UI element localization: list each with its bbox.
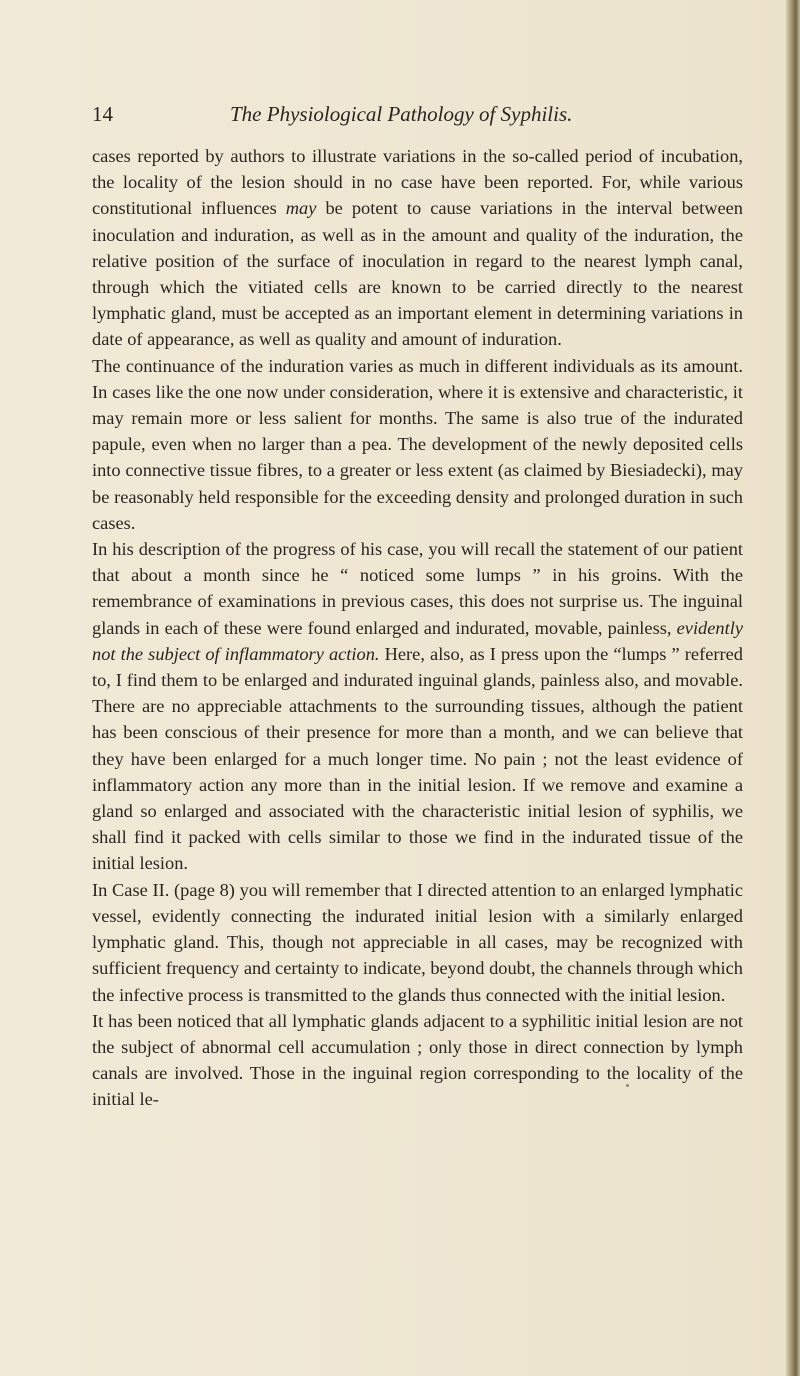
paragraph-1-emphasis: may [285,198,317,219]
paragraph-2-text: The continuance of the induration varies as much in different individuals as its amount. In cases like the one now under consideration, where it is extensive and characteristic, it may remain more or less salient for months. The same is also true of the indurated papule, even when no larger than a pea. The development of the newly deposited cells into connective tissue fibres, to a greater or less extent (as claimed by Biesiadecki), may be reasonably held responsible for the exceeding density and prolonged duration in such cases. [92,355,743,533]
body-text [92,143,743,1113]
paragraph-3-text: In his description of the progress of his case, you will recall the statement of our patient that about a month since he “ noticed some lumps ” in his groins. With the remembrance of examinations in previous cases, this does not surprise us. The inguinal glands in each of these were found enlarged and indurated, movable, painless, [92,539,743,638]
page-edge [786,0,800,1376]
paragraph-3-emphasis: evidently not the subject of inflammatory action. [92,617,743,664]
page-number: 14 [92,102,113,126]
running-header [92,102,772,132]
paragraph-1-text: cases reported by authors to illustrate variations in the so-called period of incubation, the locality of the lesion should in no case have been reported. For, while various constitutional influences [92,146,743,219]
paragraph-1-text-cont: be potent to cause variations in the interval between inoculation and induration, as well as in the amount and quality of the induration, the relative position of the surface of inoculation in regard to the nearest lymph canal, through which the vitiated cells are known to be carried directly to the nearest lymphatic gland, must be accepted as an important element in determining variations in date of appearance, as well as quality and amount of induration. [92,198,743,350]
running-title: The Physiological Pathology of Syphilis. [230,102,573,126]
paragraph-2 [92,353,743,536]
paragraph-5 [92,1008,743,1113]
paragraph-5-text: It has been noticed that all lymphatic glands adjacent to a syphilitic initial lesion are not the subject of abnormal cell accumulation ; only those in direct connection by lymph canals are involved. Those in the inguinal region corresponding to the locality of the initial le- [92,1010,743,1110]
paragraph-3 [92,536,743,877]
print-speck [626,1084,629,1087]
paragraph-4-text: In Case II. (page 8) you will remember that I directed attention to an enlarged lymphatic vessel, evidently connecting the indurated initial lesion with a similarly enlarged lymphatic gland. This, though not appreciable in all cases, may be recognized with sufficient frequency and certainty to indicate, beyond doubt, the channels through which the infective process is transmitted to the glands thus connected with the initial lesion. [92,879,743,1005]
paragraph-3-text-cont: Here, also, as I press upon the “lumps ” referred to, I find them to be enlarged and indurated inguinal glands, painless also, and movable. There are no appreciable attachments to the surrounding tissues, although the patient has been conscious of their presence for more than a month, and we can believe that they have been enlarged for a much longer time. No pain ; not the least evidence of inflammatory action any more than in the initial lesion. If we remove and examine a gland so enlarged and associated with the characteristic initial lesion of syphilis, we shall find it packed with cells similar to those we find in the indurated tissue of the initial lesion. [92,643,743,874]
paragraph-1 [92,143,743,353]
paragraph-4 [92,877,743,1008]
